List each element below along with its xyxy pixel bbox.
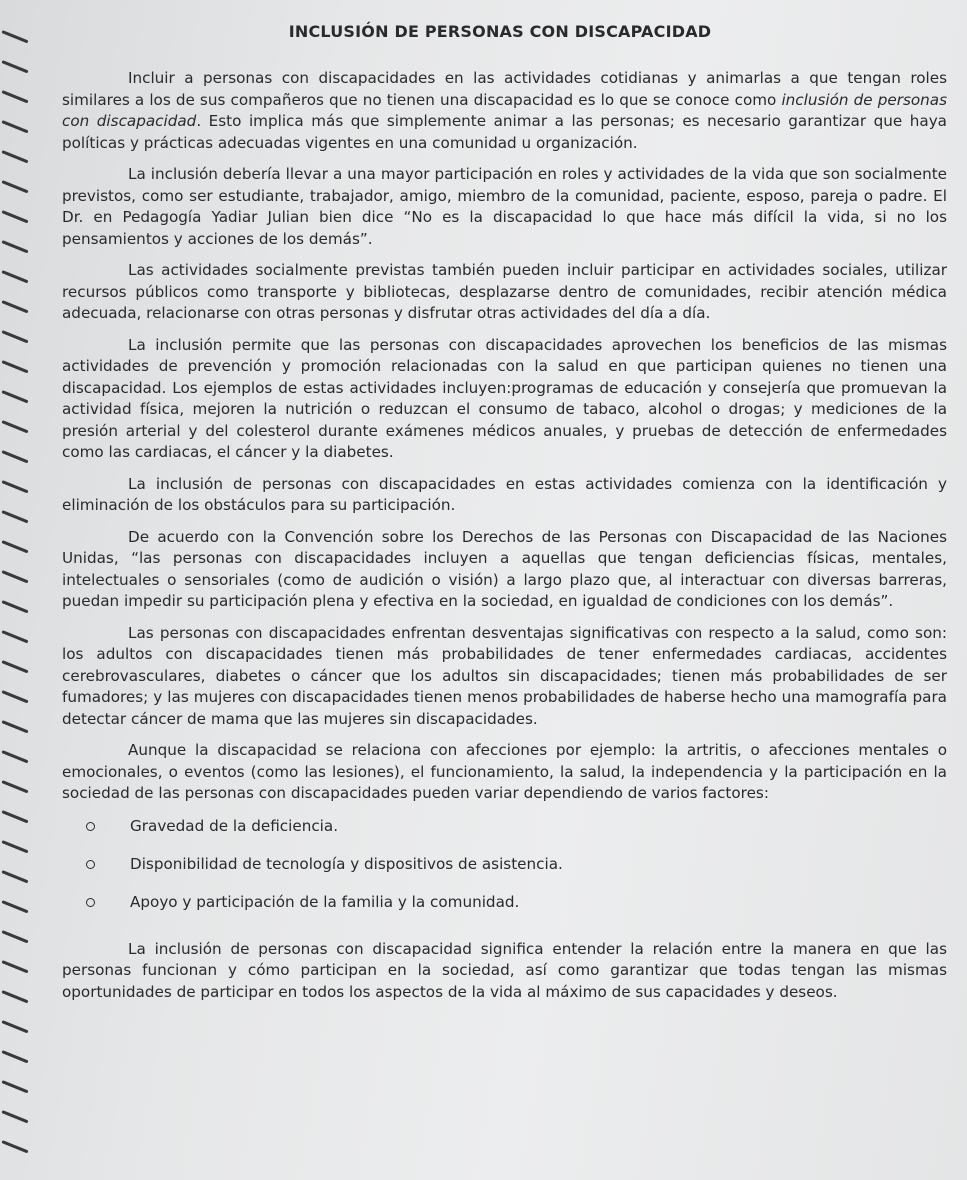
paragraph-6: De acuerdo con la Convención sobre los Derechos de las Personas con Discapacidad de las Naciones Unidas, “las personas con discapacidades incluyen a aquellas que tengan deficiencias físicas, mentales, intelectuales o sensoriales (como de audición o visión) a largo plazo que, al interactuar con diversas barreras, puedan impedir su participación plena y efectiva en la sociedad, en igualdad de condiciones con los demás”. [62,527,947,610]
list-item-text: Disponibilidad de tecnología y dispositivos de asistencia. [130,854,563,873]
paragraph-1-text-a: Incluir a personas con discapacidades en las actividades cotidianas y animarlas a que tengan roles similares a los de sus compañeros que no tienen una discapacidad es lo que se conoce como [62,69,947,109]
list-item [86,891,947,929]
paragraph-1 [62,68,947,154]
factor-list [86,815,947,929]
paragraph-2: La inclusión debería llevar a una mayor participación en roles y actividades de la vida que son socialmente previstos, como ser estudiante, trabajador, amigo, miembro de la comunidad, paciente, esposo, pareja o padre. El Dr. en Pedagogía Yadiar Julian bien dice “No es la discapacidad lo que hace más difícil la vida, si no los pensamientos y acciones de los demás”. [62,165,947,248]
paragraph-4: La inclusión permite que las personas con discapacidades aprovechen los beneficios de las mismas actividades de prevención y promoción relacionadas con la salud en que participan quienes no tienen una discapacidad. Los ejemplos de estas actividades incluyen:programas de educación y consejería que promuevan la actividad física, mejoren la nutrición o reduzcan el consumo de tabaco, alcohol o drogas; y mediciones de la presión arterial y del colesterol durante exámenes médicos anuales, y pruebas de detección de enfermedades como las cardiacas, el cáncer y la diabetes. [62,335,947,461]
document-body [62,68,947,1013]
list-item [86,815,947,853]
document-title: INCLUSIÓN DE PERSONAS CON DISCAPACIDAD [288,22,712,41]
paragraph-8: Aunque la discapacidad se relaciona con afecciones por ejemplo: la artritis, o afecciones mentales o emocionales, o eventos (como las lesiones), el funcionamiento, la salud, la independencia y la participación en la sociedad de las personas con discapacidades pueden variar dependiendo de varios factores: [62,741,947,802]
notebook-spiral-binding [0,0,40,1180]
list-item-text: Gravedad de la deficiencia. [130,816,339,835]
paragraph-1-text-b: . Esto implica más que simplemente animar a las personas; es necesario garantizar que haya políticas y prácticas adecuadas vigentes en una comunidad u organización. [62,112,947,152]
paragraph-3: Las actividades socialmente previstas también pueden incluir participar en actividades sociales, utilizar recursos públicos como transporte y bibliotecas, desplazarse dentro de comunidades, recibir atención médica adecuada, relacionarse con otras personas y disfrutar otras actividades del día a día. [62,261,947,322]
paragraph-9: La inclusión de personas con discapacidad significa entender la relación entre la manera en que las personas funcionan y cómo participan en la sociedad, así como garantizar que todas tengan las mismas oportunidades de participar en todos los aspectos de la vida al máximo de sus capacidades y deseos. [62,939,947,1001]
list-item-text: Apoyo y participación de la familia y la comunidad. [130,892,520,911]
paragraph-1-emphasis: inclusión de personas con discapacidad [62,90,947,130]
bullet-icon [86,898,95,907]
bullet-icon [86,822,95,831]
paragraph-7: Las personas con discapacidades enfrentan desventajas significativas con respecto a la salud, como son: los adultos con discapacidades tienen más probabilidades de tener enfermedades cardiacas, accidentes cerebrovasculares, diabetes o cáncer que los adultos sin discapacidades; tienen más probabilidades de ser fumadores; y las mujeres con discapacidades tienen menos probabilidades de haberse hecho una mamografía para detectar cáncer de mama que las mujeres sin discapacidades. [62,623,947,728]
paragraph-5: La inclusión de personas con discapacidades en estas actividades comienza con la identificación y eliminación de los obstáculos para su participación. [62,474,947,514]
bullet-icon [86,860,95,869]
document-page [40,0,960,1180]
list-item [86,853,947,891]
